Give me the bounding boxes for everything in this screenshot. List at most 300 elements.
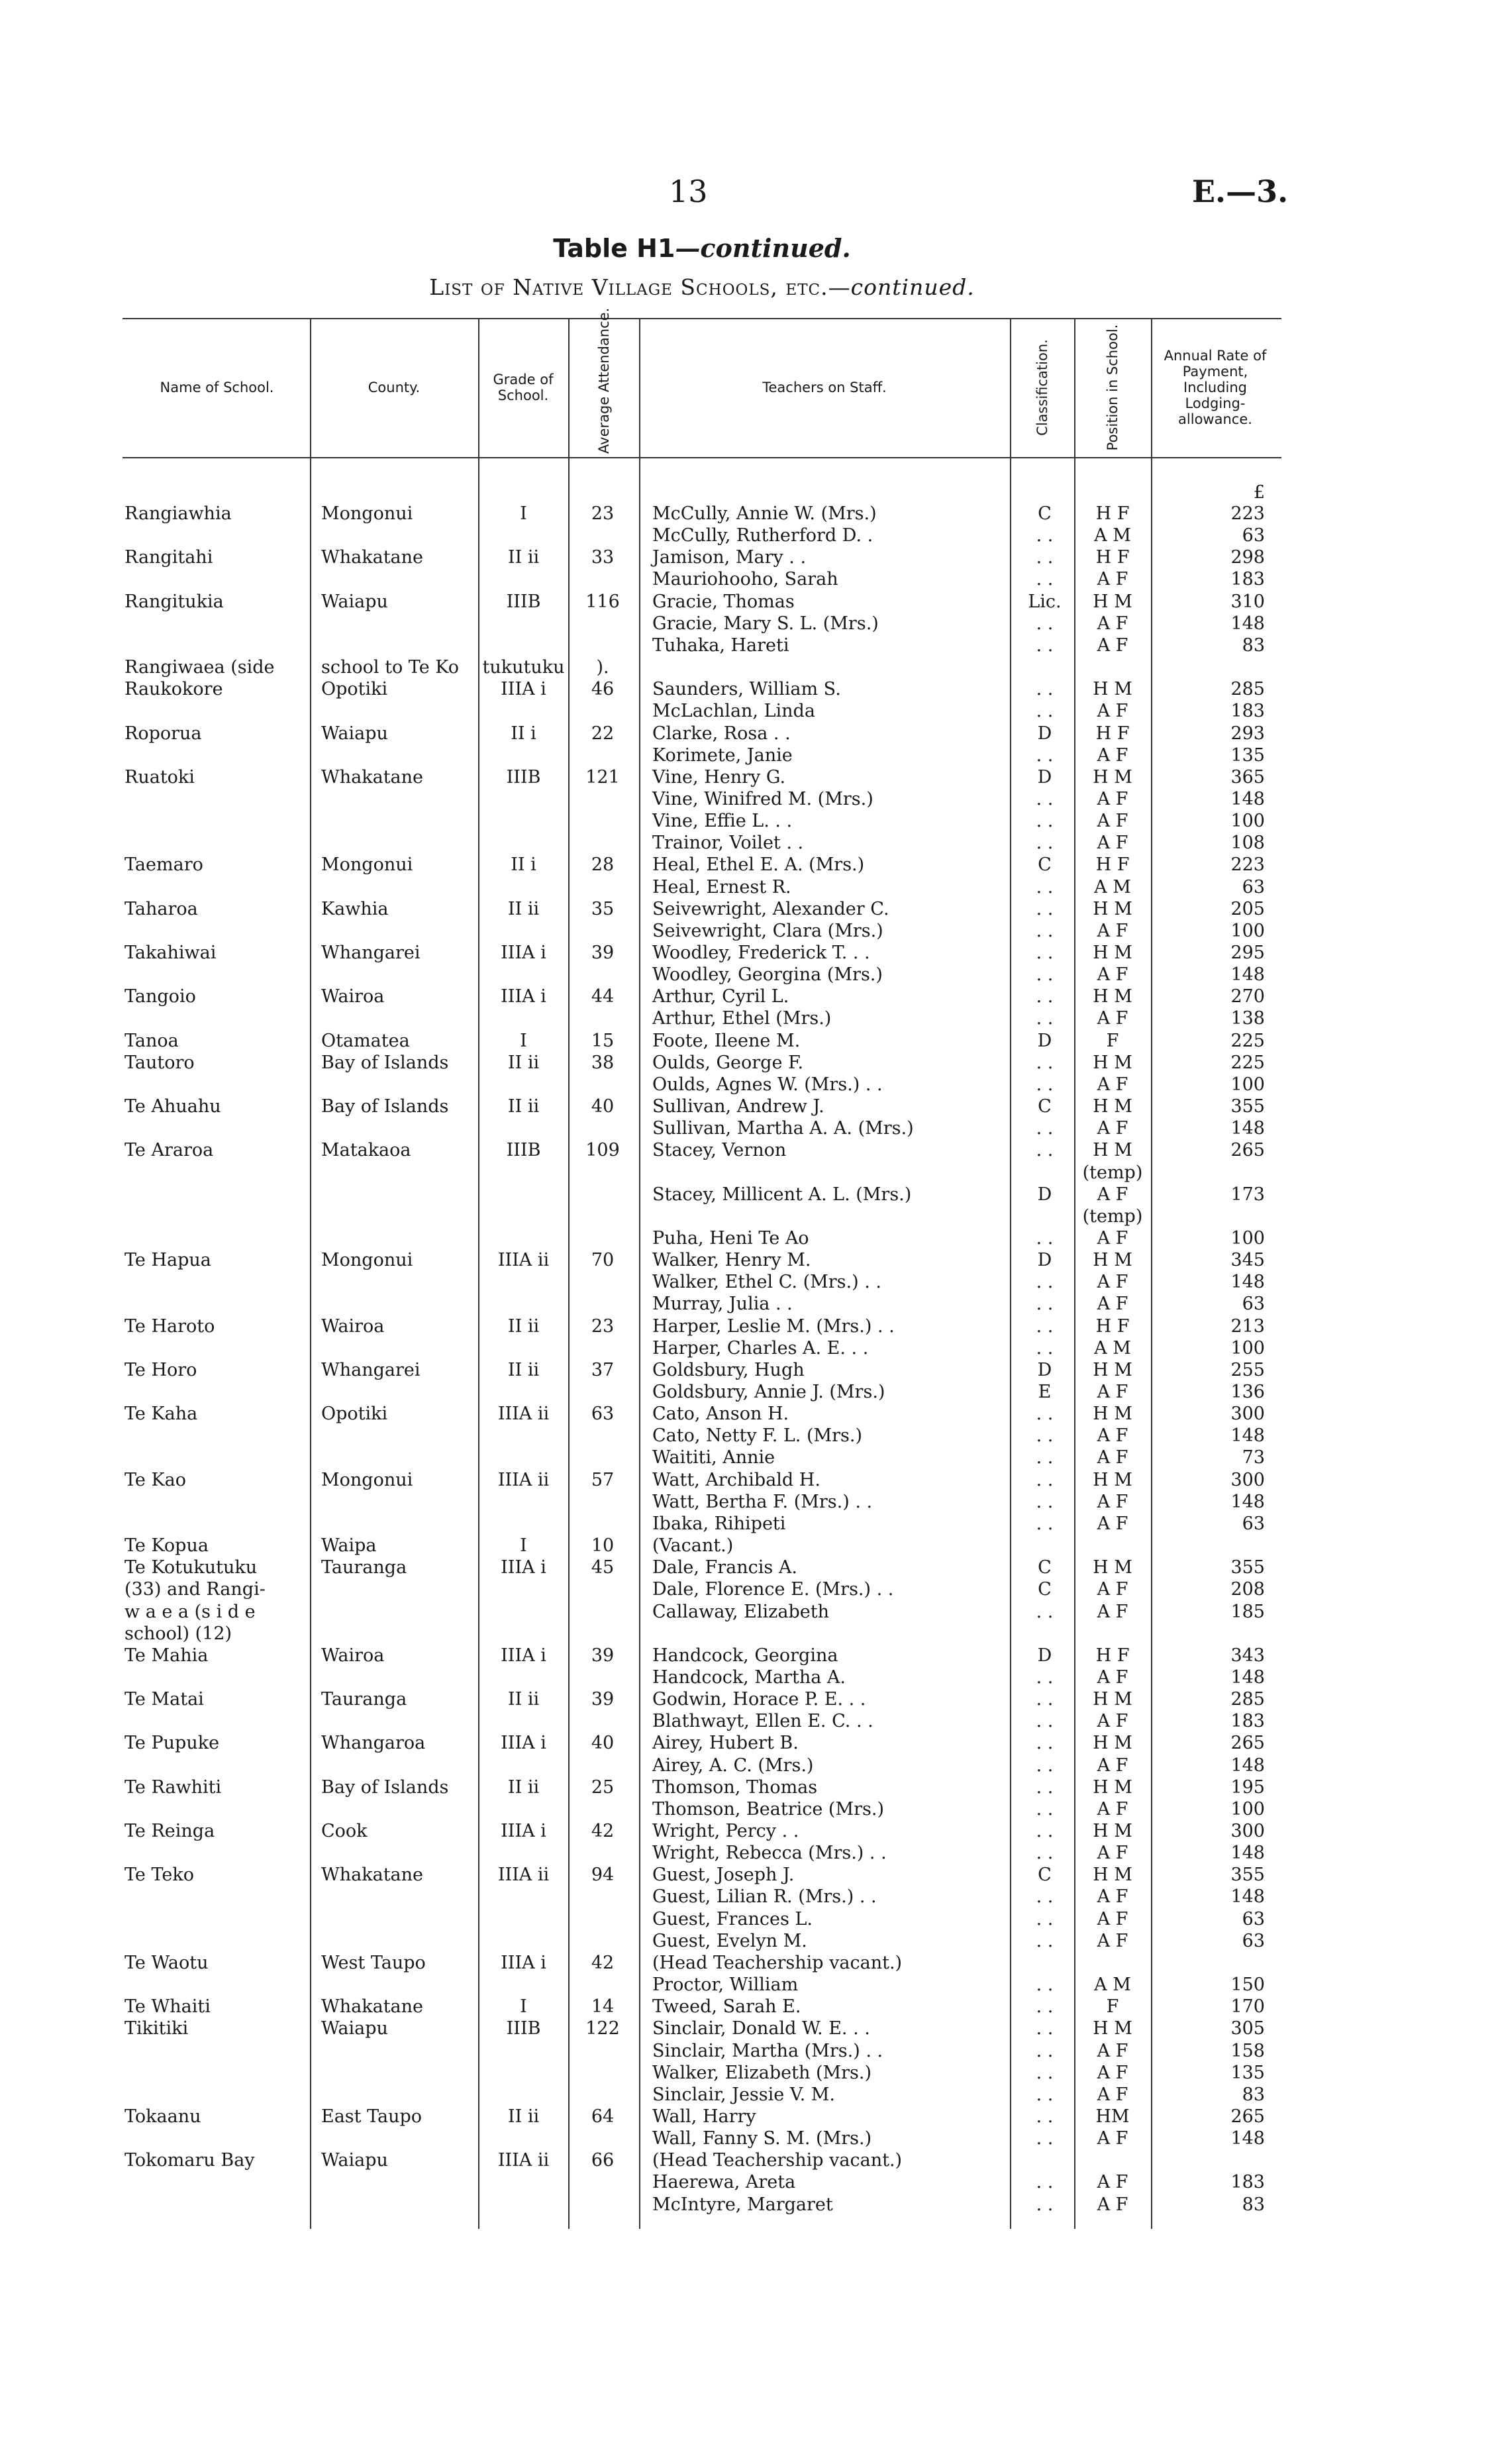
header-teachers: Teachers on Staff. (762, 380, 887, 395)
payment-value: 148 (1230, 1843, 1265, 1863)
grade-value: IIIB (506, 1140, 541, 1160)
table-subtitle (0, 274, 1404, 300)
payment-value: 148 (1230, 964, 1265, 985)
classification-value: . . (1036, 613, 1054, 634)
position-value: A F (1097, 2128, 1128, 2149)
classification-value: . . (1036, 1140, 1054, 1160)
position-value: H M (1093, 1470, 1132, 1490)
payment-value: 270 (1230, 986, 1265, 1007)
classification-value: . . (1036, 569, 1054, 590)
teacher-name: Walker, Ethel C. (Mrs.) . . (652, 1272, 881, 1292)
position-value: A F (1097, 2194, 1128, 2215)
grade-value: IIIB (506, 767, 541, 788)
school-name: Ruatoki (124, 767, 195, 788)
classification-value: E (1038, 1382, 1052, 1402)
classification-value: . . (1036, 2041, 1054, 2061)
position-value: A F (1097, 1909, 1128, 1929)
position-value: A F (1097, 1799, 1128, 1820)
attendance-value: 40 (591, 1733, 615, 1753)
position-value: F (1106, 1996, 1119, 2017)
position-value: H M (1093, 943, 1132, 963)
teacher-name: Gracie, Thomas (652, 591, 795, 612)
attendance-value: ). (596, 657, 609, 678)
county-name: Mongonui (321, 854, 413, 875)
header-county: County. (368, 380, 421, 395)
attendance-value: 14 (591, 1996, 615, 2017)
school-name: Raukokore (124, 679, 223, 699)
county-name: Matakaoa (321, 1140, 411, 1160)
teacher-name: Stacey, Vernon (652, 1140, 787, 1160)
position-value: A F (1097, 1272, 1128, 1292)
attendance-value: 45 (591, 1557, 615, 1578)
classification-value: . . (1036, 2172, 1054, 2192)
attendance-value: 23 (591, 1316, 615, 1337)
classification-value: . . (1036, 1821, 1054, 1841)
payment-value: 300 (1230, 1821, 1265, 1841)
payment-value: 100 (1230, 1074, 1265, 1095)
school-name: w a e a (s i d e (124, 1602, 256, 1622)
column-divider (1074, 318, 1075, 2229)
attendance-value: 121 (585, 767, 620, 788)
attendance-value: 70 (591, 1250, 615, 1270)
position-value: H M (1093, 767, 1132, 788)
grade-value: IIIA ii (497, 1470, 550, 1490)
attendance-value: 42 (591, 1953, 615, 1973)
teacher-name: Oulds, Agnes W. (Mrs.) . . (652, 1074, 883, 1095)
teacher-name: Foote, Ileene M. (652, 1031, 801, 1051)
payment-value: 310 (1230, 591, 1265, 612)
classification-value: . . (1036, 745, 1054, 766)
classification-value: . . (1036, 2063, 1054, 2083)
position-value: H M (1093, 1360, 1132, 1380)
grade-value: IIIA ii (497, 2150, 550, 2171)
grade-value: IIIA i (501, 1645, 546, 1666)
school-name: Rangitukia (124, 591, 224, 612)
classification-value: . . (1036, 1689, 1054, 1710)
teacher-name: (Head Teachership vacant.) (652, 1953, 903, 1973)
grade-value: IIIA i (501, 1733, 546, 1753)
payment-value: 136 (1230, 1382, 1265, 1402)
position-value: H F (1095, 723, 1130, 744)
county-name: Whakatane (321, 547, 424, 568)
teacher-name: Watt, Bertha F. (Mrs.) . . (652, 1492, 873, 1512)
payment-value: 293 (1230, 723, 1265, 744)
header-grade: Grade of School. (493, 372, 554, 403)
position-value: H M (1093, 1557, 1132, 1578)
position-value: H M (1093, 1777, 1132, 1798)
payment-value: 183 (1230, 2172, 1265, 2192)
classification-value: . . (1036, 1074, 1054, 1095)
payment-value: 300 (1230, 1404, 1265, 1424)
position-value: H F (1095, 503, 1130, 524)
teacher-name: Puha, Heni Te Ao (652, 1228, 809, 1249)
classification-value: . . (1036, 1733, 1054, 1753)
classification-value: . . (1036, 1975, 1054, 1995)
position-value: A M (1094, 1975, 1131, 1995)
grade-value: IIIA i (501, 1821, 546, 1841)
payment-value: 148 (1230, 789, 1265, 809)
payment-value: 265 (1230, 1733, 1265, 1753)
county-name: Mongonui (321, 503, 413, 524)
classification-value: . . (1036, 2084, 1054, 2105)
grade-value: I (520, 503, 527, 524)
position-value: H M (1093, 679, 1132, 699)
position-value: H M (1093, 1052, 1132, 1073)
teacher-name: Airey, Hubert B. (652, 1733, 799, 1753)
teacher-name: Goldsbury, Annie J. (Mrs.) (652, 1382, 885, 1402)
school-name: Te Kopua (124, 1535, 209, 1556)
teacher-name: Woodley, Frederick T. . . (652, 943, 870, 963)
teacher-name: Handcock, Georgina (652, 1645, 838, 1666)
teacher-name: Stacey, Millicent A. L. (Mrs.) (652, 1184, 912, 1205)
attendance-value: 23 (591, 503, 615, 524)
teacher-name: Wall, Harry (652, 2106, 756, 2127)
county-name: Bay of Islands (321, 1052, 449, 1073)
county-name: Mongonui (321, 1470, 413, 1490)
county-name: Opotiki (321, 1404, 388, 1424)
teacher-name: Sinclair, Martha (Mrs.) . . (652, 2041, 883, 2061)
position-value: A F (1097, 1711, 1128, 1731)
position-value: H M (1093, 986, 1132, 1007)
payment-value: 148 (1230, 1272, 1265, 1292)
payment-value: 63 (1242, 877, 1265, 898)
teacher-name: Sinclair, Jessie V. M. (652, 2084, 835, 2105)
teacher-name: Harper, Leslie M. (Mrs.) . . (652, 1316, 895, 1337)
classification-value: D (1037, 1031, 1052, 1051)
position-value: H M (1093, 2018, 1132, 2039)
attendance-value: 46 (591, 679, 615, 699)
attendance-value: 10 (591, 1535, 615, 1556)
county-name: East Taupo (321, 2106, 423, 2127)
grade-value: IIIA ii (497, 1250, 550, 1270)
teacher-name: Tweed, Sarah E. (652, 1996, 801, 2017)
teacher-name: Vine, Effie L. . . (652, 811, 793, 831)
classification-value: . . (1036, 1118, 1054, 1139)
position-value: A F (1097, 1602, 1128, 1622)
teacher-name: Handcock, Martha A. (652, 1667, 846, 1688)
county-name: Bay of Islands (321, 1096, 449, 1117)
teacher-name: Seivewright, Alexander C. (652, 899, 889, 919)
attendance-value: 44 (591, 986, 615, 1007)
teacher-name: Sullivan, Martha A. A. (Mrs.) (652, 1118, 914, 1139)
position-value: A F (1097, 1118, 1128, 1139)
payment-value: 148 (1230, 1425, 1265, 1446)
classification-value: . . (1036, 1470, 1054, 1490)
teacher-name: (Vacant.) (652, 1535, 734, 1556)
classification-value: . . (1036, 525, 1054, 546)
payment-value: 63 (1242, 1909, 1265, 1929)
payment-value: 83 (1242, 635, 1265, 656)
county-name: Wairoa (321, 1645, 385, 1666)
school-name: Te Matai (124, 1689, 204, 1710)
classification-value: . . (1036, 1447, 1054, 1468)
header-bottom-rule (123, 457, 1281, 458)
classification-value: D (1037, 1645, 1052, 1666)
teacher-name: Godwin, Horace P. E. . . (652, 1689, 866, 1710)
teacher-name: Mauriohooho, Sarah (652, 569, 838, 590)
payment-value: 285 (1230, 679, 1265, 699)
payment-value: 135 (1230, 745, 1265, 766)
teacher-name: Goldsbury, Hugh (652, 1360, 805, 1380)
document-reference: E.—3. (1192, 174, 1289, 209)
county-name: Bay of Islands (321, 1777, 449, 1798)
classification-value: . . (1036, 811, 1054, 831)
county-name: Whangarei (321, 1360, 421, 1380)
position-value: H F (1095, 1316, 1130, 1337)
position-value: A F (1097, 1755, 1128, 1776)
grade-value: IIIA i (501, 986, 546, 1007)
payment-value: 255 (1230, 1360, 1265, 1380)
attendance-value: 109 (585, 1140, 620, 1160)
classification-value: C (1038, 1865, 1052, 1885)
column-divider (639, 318, 640, 2229)
payment-value: 265 (1230, 2106, 1265, 2127)
school-name: Tikitiki (124, 2018, 189, 2039)
grade-value: IIIA i (501, 679, 546, 699)
classification-value: . . (1036, 1777, 1054, 1798)
classification-value: . . (1036, 1425, 1054, 1446)
payment-value: 183 (1230, 1711, 1265, 1731)
classification-value: . . (1036, 1996, 1054, 2017)
table-title-main: Table H1 (553, 234, 675, 263)
school-name: Te Mahia (124, 1645, 209, 1666)
payment-value: 100 (1230, 1799, 1265, 1820)
position-value: A F (1097, 635, 1128, 656)
classification-value: . . (1036, 1711, 1054, 1731)
payment-value: 183 (1230, 701, 1265, 721)
position-value: H F (1095, 854, 1130, 875)
school-name: Te Whaiti (124, 1996, 211, 2017)
county-name: Waiapu (321, 2018, 388, 2039)
payment-value: 223 (1230, 854, 1265, 875)
teacher-name: Wall, Fanny S. M. (Mrs.) (652, 2128, 872, 2149)
county-name: Whakatane (321, 1996, 424, 2017)
payment-value: 343 (1230, 1645, 1265, 1666)
county-name: Tauranga (321, 1557, 407, 1578)
school-name: Te Rawhiti (124, 1777, 222, 1798)
teacher-name: Clarke, Rosa . . (652, 723, 791, 744)
school-name: Tanoa (124, 1031, 179, 1051)
teacher-name: Cato, Anson H. (652, 1404, 789, 1424)
grade-value: II ii (507, 899, 540, 919)
school-name: Te Ahuahu (124, 1096, 221, 1117)
attendance-value: 94 (591, 1865, 615, 1885)
teacher-name: Trainor, Voilet . . (652, 833, 804, 853)
grade-value: II i (511, 854, 536, 875)
teacher-name: Dale, Francis A. (652, 1557, 797, 1578)
position-value: A F (1097, 833, 1128, 853)
attendance-value: 39 (591, 943, 615, 963)
attendance-value: 122 (585, 2018, 620, 2039)
school-name: Rangiwaea (side (124, 657, 275, 678)
payment-value: 148 (1230, 1118, 1265, 1139)
teacher-name: Callaway, Elizabeth (652, 1602, 829, 1622)
teacher-name: Heal, Ethel E. A. (Mrs.) (652, 854, 865, 875)
position-value: A F (1097, 1514, 1128, 1534)
attendance-value: 57 (591, 1470, 615, 1490)
classification-value: D (1037, 1250, 1052, 1270)
attendance-value: 37 (591, 1360, 615, 1380)
classification-value: . . (1036, 1843, 1054, 1863)
classification-value: . . (1036, 1294, 1054, 1314)
grade-value: IIIB (506, 2018, 541, 2039)
county-name: Cook (321, 1821, 368, 1841)
county-name: Tauranga (321, 1689, 407, 1710)
position-value: A F (1097, 2063, 1128, 2083)
grade-value: II ii (507, 1777, 540, 1798)
position-value: A M (1094, 525, 1131, 546)
classification-value: . . (1036, 877, 1054, 898)
payment-value: 148 (1230, 2128, 1265, 2149)
county-name: Waiapu (321, 591, 388, 612)
grade-value: I (520, 1996, 527, 2017)
position-value: A F (1097, 1184, 1128, 1205)
classification-value: . . (1036, 1799, 1054, 1820)
grade-value: IIIB (506, 591, 541, 612)
header-payment: Annual Rate of Payment, Including Lodging-allowance. (1164, 348, 1267, 427)
county-name: Whangarei (321, 943, 421, 963)
position-value: A F (1097, 2172, 1128, 2192)
classification-value: . . (1036, 964, 1054, 985)
teacher-name: Woodley, Georgina (Mrs.) (652, 964, 883, 985)
position-value: A M (1094, 1338, 1131, 1359)
grade-value: IIIA i (501, 943, 546, 963)
position-value: A F (1097, 1425, 1128, 1446)
attendance-value: 116 (585, 591, 620, 612)
classification-value: . . (1036, 2128, 1054, 2149)
attendance-value: 22 (591, 723, 615, 744)
table-subtitle-suffix: —continued. (828, 274, 975, 300)
attendance-value: 39 (591, 1689, 615, 1710)
classification-value: . . (1036, 2106, 1054, 2127)
school-name: Te Horo (124, 1360, 197, 1380)
position-value: A F (1097, 1931, 1128, 1951)
payment-value: 135 (1230, 2063, 1265, 2083)
attendance-value: 40 (591, 1096, 615, 1117)
payment-value: 108 (1230, 833, 1265, 853)
classification-value: . . (1036, 679, 1054, 699)
teacher-name: McLachlan, Linda (652, 701, 815, 721)
county-name: Waiapu (321, 2150, 388, 2171)
classification-value: . . (1036, 1755, 1054, 1776)
teacher-name: Tuhaka, Hareti (652, 635, 789, 656)
classification-value: D (1037, 723, 1052, 744)
school-name: Taemaro (124, 854, 203, 875)
position-value: H M (1093, 899, 1132, 919)
teacher-name: Waititi, Annie (652, 1447, 775, 1468)
position-value: A F (1097, 1447, 1128, 1468)
payment-value: 265 (1230, 1140, 1265, 1160)
county-name: Otamatea (321, 1031, 410, 1051)
teacher-name: Ibaka, Rihipeti (652, 1514, 786, 1534)
grade-value: IIIA i (501, 1953, 546, 1973)
county-name: Whakatane (321, 767, 424, 788)
school-name: Te Hapua (124, 1250, 211, 1270)
teacher-name: Sullivan, Andrew J. (652, 1096, 824, 1117)
position-value: A F (1097, 1843, 1128, 1863)
grade-value: II ii (507, 2106, 540, 2127)
payment-value: 355 (1230, 1557, 1265, 1578)
teacher-name: Sinclair, Donald W. E. . . (652, 2018, 870, 2039)
position-value: H M (1093, 1821, 1132, 1841)
teacher-name: Oulds, George F. (652, 1052, 804, 1073)
payment-value: 225 (1230, 1052, 1265, 1073)
school-name: (33) and Rangi- (124, 1579, 266, 1600)
position-value: H M (1093, 1140, 1132, 1160)
county-name: Opotiki (321, 679, 388, 699)
attendance-value: 28 (591, 854, 615, 875)
payment-value: 83 (1242, 2194, 1265, 2215)
county-name: Wairoa (321, 986, 385, 1007)
attendance-value: 42 (591, 1821, 615, 1841)
classification-value: . . (1036, 635, 1054, 656)
county-name: Kawhia (321, 899, 389, 919)
teacher-name: McCully, Rutherford D. . (652, 525, 873, 546)
school-name: Te Kaha (124, 1404, 198, 1424)
payment-value: 345 (1230, 1250, 1265, 1270)
payment-value: 100 (1230, 811, 1265, 831)
grade-value: IIIA ii (497, 1404, 550, 1424)
position-value: H M (1093, 1733, 1132, 1753)
grade-value: II ii (507, 1052, 540, 1073)
payment-value: 100 (1230, 1228, 1265, 1249)
position-value: H F (1095, 547, 1130, 568)
teacher-name: Guest, Frances L. (652, 1909, 813, 1929)
school-name: Te Haroto (124, 1316, 215, 1337)
school-name: Rangiawhia (124, 503, 232, 524)
table-subtitle-main: List of Native Village Schools, etc. (429, 274, 828, 300)
position-value: A F (1097, 1886, 1128, 1907)
school-name: Tautoro (124, 1052, 195, 1073)
position-value: A F (1097, 613, 1128, 634)
currency-unit: £ (1253, 482, 1265, 503)
position-value: A F (1097, 1492, 1128, 1512)
teacher-name: Jamison, Mary . . (652, 547, 807, 568)
teacher-name: Guest, Evelyn M. (652, 1931, 807, 1951)
position-value: (temp) (1082, 1162, 1143, 1183)
teacher-name: Cato, Netty F. L. (Mrs.) (652, 1425, 863, 1446)
classification-value: . . (1036, 986, 1054, 1007)
teacher-name: Proctor, William (652, 1975, 799, 1995)
classification-value: C (1038, 1096, 1052, 1117)
school-name: Tokomaru Bay (124, 2150, 255, 2171)
teacher-name: Guest, Lilian R. (Mrs.) . . (652, 1886, 877, 1907)
position-value: H M (1093, 1404, 1132, 1424)
position-value: H M (1093, 1096, 1132, 1117)
county-name: school to Te Ko (321, 657, 459, 678)
school-name: Te Pupuke (124, 1733, 220, 1753)
payment-value: 148 (1230, 613, 1265, 634)
classification-value: . . (1036, 2018, 1054, 2039)
teacher-name: Murray, Julia . . (652, 1294, 793, 1314)
classification-value: C (1038, 503, 1052, 524)
teacher-name: Blathwayt, Ellen E. C. . . (652, 1711, 873, 1731)
school-name: Taharoa (124, 899, 198, 919)
teacher-name: Harper, Charles A. E. . . (652, 1338, 869, 1359)
grade-value: IIIA i (501, 1557, 546, 1578)
classification-value: D (1037, 1184, 1052, 1205)
school-name: Te Reinga (124, 1821, 215, 1841)
payment-value: 148 (1230, 1755, 1265, 1776)
payment-value: 300 (1230, 1470, 1265, 1490)
county-name: West Taupo (321, 1953, 426, 1973)
school-name: Te Araroa (124, 1140, 214, 1160)
classification-value: D (1037, 1360, 1052, 1380)
payment-value: 100 (1230, 1338, 1265, 1359)
county-name: Waipa (321, 1535, 377, 1556)
position-value: A F (1097, 1294, 1128, 1314)
position-value: H M (1093, 591, 1132, 612)
